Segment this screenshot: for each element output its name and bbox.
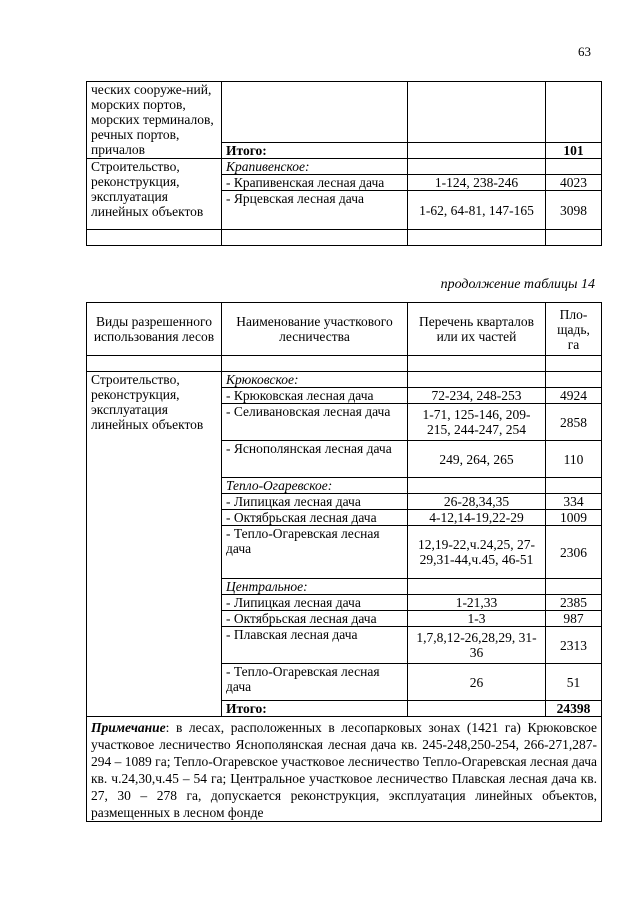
header-quarters: Перечень кварталов или их частей [408,303,546,356]
area-cell [546,478,602,494]
table-row [87,372,602,388]
note-cell [87,717,602,822]
forestry-cell: - Липицкая лесная дача [222,494,408,510]
use-type-cell: ческих сооруже-ний, морских портов, морских терминалов, речных портов, причалов [87,82,222,159]
continuation-label: продолжение таблицы 14 [440,277,595,292]
quarters-cell: 12,19-22,ч.24,25, 27-29,31-44,ч.45, 46-51 [408,526,546,579]
forestry-cell: - Селивановская лесная дача [222,404,408,441]
table-row [87,159,602,175]
area-cell [546,579,602,595]
area-cell: 4924 [546,388,602,404]
use-type-cell: Строительство, реконструкция, эксплуатация линейных объектов [87,372,222,717]
area-cell: 51 [546,664,602,701]
forestry-cell: - Крапивенская лесная дача [222,175,408,191]
area-cell: 2858 [546,404,602,441]
total-label: Итого: [222,143,408,159]
table-row [87,82,602,143]
empty-cell [546,230,602,246]
area-cell: 334 [546,494,602,510]
empty-cell [222,356,408,372]
quarters-cell: 1-3 [408,611,546,627]
area-cell: 2313 [546,627,602,664]
quarters-cell [408,701,546,717]
forestry-cell: - Яснополянская лесная дача [222,441,408,478]
area-cell: 4023 [546,175,602,191]
quarters-cell: 1-124, 238-246 [408,175,546,191]
group-label: Крапивенское: [222,159,408,175]
forestry-cell: - Ярцевская лесная дача [222,191,408,230]
quarters-cell: 26 [408,664,546,701]
quarters-cell: 1-21,33 [408,595,546,611]
area-cell [546,372,602,388]
quarters-cell: 72-234, 248-253 [408,388,546,404]
forestry-cell [222,82,408,143]
total-area: 101 [546,143,602,159]
forestry-cell: - Плавская лесная дача [222,627,408,664]
empty-cell [408,356,546,372]
empty-row [87,356,602,372]
area-cell: 2306 [546,526,602,579]
quarters-cell [408,579,546,595]
note-row [87,717,602,822]
quarters-cell [408,478,546,494]
quarters-cell [408,372,546,388]
header-use: Виды разрешенного использования лесов [87,303,222,356]
quarters-cell [408,159,546,175]
quarters-cell: 26-28,34,35 [408,494,546,510]
area-cell: 110 [546,441,602,478]
quarters-cell [408,82,546,143]
forestry-cell: - Октябрьская лесная дача [222,510,408,526]
forestry-cell: - Октябрьская лесная дача [222,611,408,627]
header-row [87,303,602,356]
header-forestry: Наименование участкового лесничества [222,303,408,356]
area-cell [546,159,602,175]
forestry-cell: - Липицкая лесная дача [222,595,408,611]
table-main [86,302,602,822]
area-cell: 2385 [546,595,602,611]
note-text: : в лесах, расположенных в лесопарковых зонах (1421 га) Крюковское участковое лесничество Яснополянская лесная дача кв. 245-248,250-254, 266-271,287-294 – 1089 га; Тепло-Огаревское участковое лесничество Тепло-Огаревская лесная дача кв. ч.24,30,ч.45 – 54 га; Центральное участковое лесничество Плавская лесная дача кв. 27, 30 – 278 га, допускается реконструкция, эксплуатация линейных объектов, размещенных в лесном фонде [91,720,597,820]
forestry-cell: - Тепло-Огаревская лесная дача [222,526,408,579]
empty-cell [408,230,546,246]
group-label: Крюковское: [222,372,408,388]
empty-cell [87,230,222,246]
area-cell: 987 [546,611,602,627]
header-area: Пло-щадь, га [546,303,602,356]
quarters-cell: 1-62, 64-81, 147-165 [408,191,546,230]
use-type-cell: Строительство, реконструкция, эксплуатация линейных объектов [87,159,222,230]
table-top [86,81,602,246]
empty-cell [87,356,222,372]
quarters-cell: 1-71, 125-146, 209-215, 244-247, 254 [408,404,546,441]
area-cell [546,82,602,143]
empty-cell [546,356,602,372]
area-cell: 3098 [546,191,602,230]
area-cell: 1009 [546,510,602,526]
group-label: Центральное: [222,579,408,595]
empty-cell [222,230,408,246]
quarters-cell: 249, 264, 265 [408,441,546,478]
forestry-cell: - Тепло-Огаревская лесная дача [222,664,408,701]
note-label: Примечание [91,720,166,735]
quarters-cell: 1,7,8,12-26,28,29, 31-36 [408,627,546,664]
group-label: Тепло-Огаревское: [222,478,408,494]
forestry-cell: - Крюковская лесная дача [222,388,408,404]
quarters-cell: 4-12,14-19,22-29 [408,510,546,526]
quarters-cell [408,143,546,159]
page-number: 63 [578,44,591,59]
empty-row [87,230,602,246]
total-label: Итого: [222,701,408,717]
total-area: 24398 [546,701,602,717]
